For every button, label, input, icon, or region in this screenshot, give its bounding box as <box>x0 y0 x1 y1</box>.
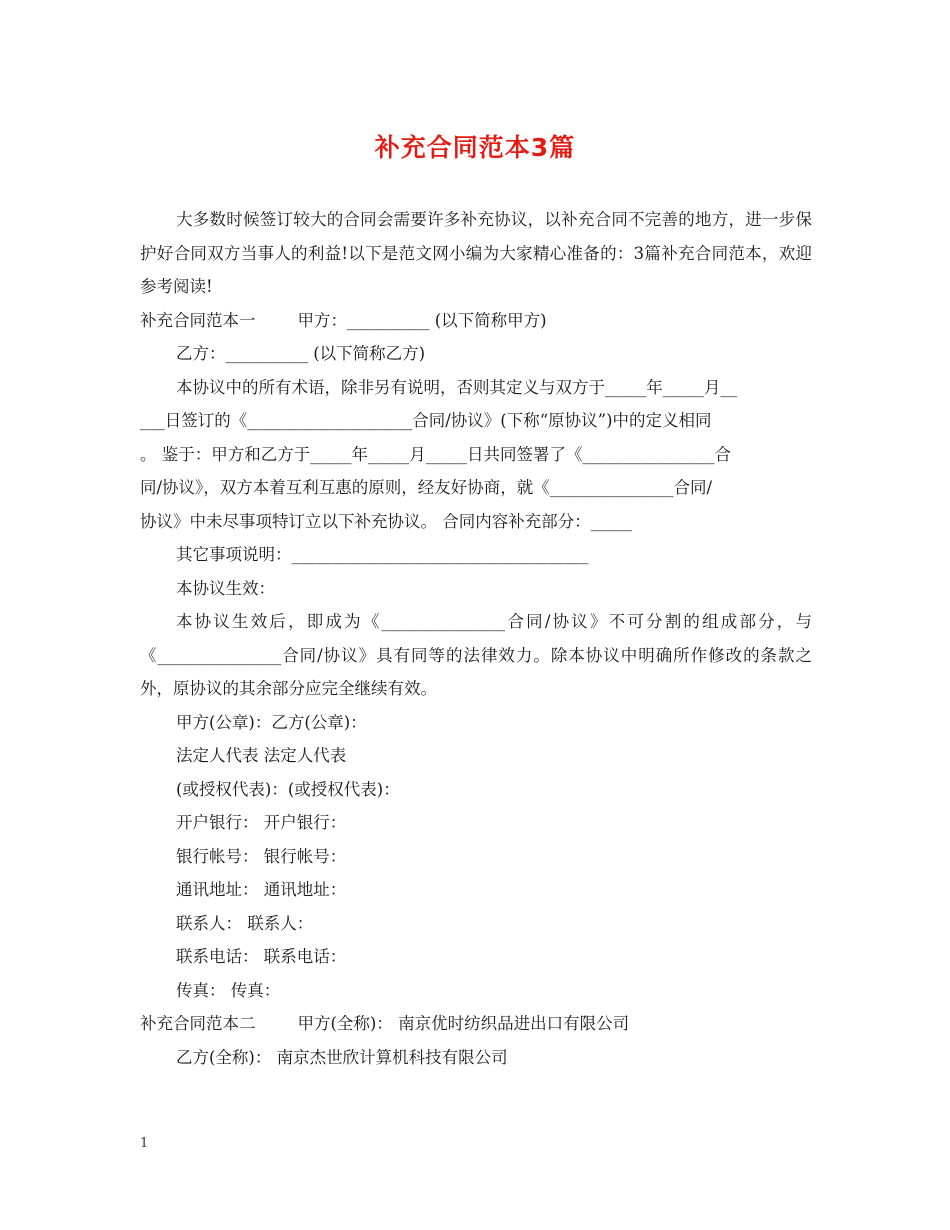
sign-line-phone: 联系电话： 联系电话： <box>176 947 347 966</box>
terms-line-5: 协议》中未尽事项特订立以下补充协议。 合同内容补充部分：_____ <box>140 511 632 531</box>
sign-line-bank: 开户银行： 开户银行： <box>176 813 347 832</box>
sign-line-seal: 甲方(公章)：乙方(公章)： <box>176 712 367 732</box>
sign-line-contact: 联系人： 联系人： <box>176 913 314 933</box>
other-matters: 其它事项说明：____________________________________ <box>176 545 589 564</box>
section-2-party-a: 甲方(全称)： 南京优时纺织品进出口有限公司 <box>297 1014 630 1033</box>
sign-line-address: 通讯地址： 通讯地址： <box>176 880 347 899</box>
section-1-heading: 补充合同范本一 <box>140 310 256 330</box>
section-2-heading-line <box>140 1007 812 1041</box>
sign-line-fax: 传真： 传真： <box>176 980 281 1000</box>
document-body <box>140 203 812 1074</box>
effective-heading: 本协议生效： <box>176 578 275 598</box>
section-2-party-b: 乙方(全称)： 南京杰世欣计算机科技有限公司 <box>176 1047 508 1067</box>
section-2-heading: 补充合同范本二 <box>140 1014 256 1033</box>
terms-line-3: 。 鉴于：甲方和乙方于_____年_____月_____日共同签署了《________________合 <box>140 444 731 464</box>
sign-line-representative: 法定人代表 法定人代表 <box>176 746 347 765</box>
effect-paragraph: 本协议生效后，即成为《_______________合同/协议》不可分割的组成部分，与《_______________合同/协议》具有同等的法律效力。除本协议中明确所作修改的条款之外，原协议的其余部分应完全继续有效。 <box>140 612 812 698</box>
terms-line-2: ___日签订的《____________________合同/协议》(下称“原协议”)中的定义相同 <box>140 411 712 430</box>
terms-line-4: 同/协议》，双方本着互利互惠的原则，经友好协商，就《_______________合同/ <box>140 478 713 497</box>
intro-paragraph: 大多数时候签订较大的合同会需要许多补充协议，以补充合同不完善的地方，进一步保护好合同双方当事人的利益!以下是范文网小编为大家精心准备的：3篇补充合同范本，欢迎参考阅读! <box>140 210 812 296</box>
page-number: 1 <box>140 1136 149 1151</box>
document-title: 补充合同范本3篇 <box>374 133 576 162</box>
section-1-heading-line <box>140 304 812 338</box>
terms-line-1: 本协议中的所有术语，除非另有说明，否则其定义与双方于_____年_____月__ <box>176 377 737 397</box>
sign-line-account: 银行帐号： 银行帐号： <box>176 846 347 866</box>
section-1-party-a: 甲方：__________ (以下简称甲方) <box>297 310 547 330</box>
section-1-party-b: 乙方：__________ (以下简称乙方) <box>176 344 426 363</box>
sign-line-authorized: (或授权代表)：(或授权代表)： <box>176 779 400 799</box>
